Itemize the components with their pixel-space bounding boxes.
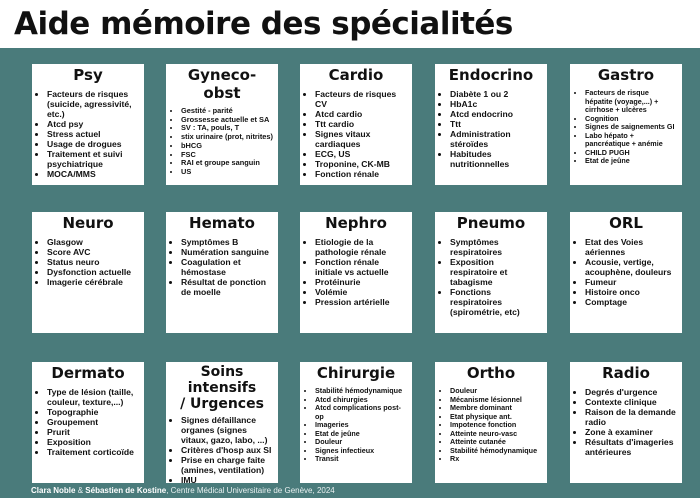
card-soins-intensifs	[166, 362, 278, 483]
card-item: • Transit	[315, 455, 408, 464]
card-item: • Fonction rénale initiale vs actuelle	[315, 257, 408, 277]
card-item: • Degrés d'urgence	[585, 387, 678, 397]
card-pneumo	[435, 212, 547, 333]
card-item: • Atteinte cutanée	[450, 438, 543, 447]
card-item-list	[36, 89, 140, 179]
card-item: • Glasgow	[47, 237, 140, 247]
card-title: Cardio	[328, 66, 384, 84]
card-item: • Stress actuel	[47, 129, 140, 139]
card-item: • Critères d'hosp aux SI	[181, 445, 274, 455]
card-item: • Ttt	[450, 119, 543, 129]
card-psy	[32, 64, 144, 185]
card-item: • Prise en charge faite (amines, ventilation)	[181, 455, 274, 475]
card-title	[170, 364, 274, 412]
card-item: • Gestité - parité	[181, 107, 274, 116]
card-item-list	[170, 107, 274, 177]
card-item: • Exposition respiratoire et tabagisme	[450, 257, 543, 287]
card-item: • stix urinaire (prot, nitrites)	[181, 133, 274, 142]
card-item: • ECG, US	[315, 149, 408, 159]
card-item: • Etat de jeûne	[585, 157, 678, 166]
card-item: • Impotence fonction	[450, 421, 543, 430]
card-item-list	[439, 89, 543, 169]
card-item: • Comptage	[585, 297, 678, 307]
card-dermato	[32, 362, 144, 483]
card-cardio	[300, 64, 412, 185]
footer-author-b: Sébastien de Kostine	[85, 486, 167, 495]
header	[0, 0, 700, 48]
card-item: • Rx	[450, 455, 543, 464]
card-item: • Atteinte neuro-vasc	[450, 430, 543, 439]
card-neuro	[32, 212, 144, 333]
card-item: • Atcd endocrino	[450, 109, 543, 119]
card-item: • Stabilité hémodynamique	[450, 447, 543, 456]
card-chirurgie	[300, 362, 412, 483]
card-item: • Topographie	[47, 407, 140, 417]
card-item: • Signes infectieux	[315, 447, 408, 456]
card-item: • Douleur	[450, 387, 543, 396]
card-item: • Prurit	[47, 427, 140, 437]
card-item: • Facteurs de risque hépatite (voyage,...) + cirrhose + ulcères	[585, 89, 678, 115]
card-item: • Résultats d'imageries antérieures	[585, 437, 678, 457]
card-item: • Membre dominant	[450, 404, 543, 413]
card-title: Ortho	[466, 364, 516, 382]
card-item: • Etat physique ant.	[450, 413, 543, 422]
card-item-list	[574, 237, 678, 307]
footer-amp: &	[77, 486, 84, 495]
card-item-list	[36, 237, 140, 287]
card-title: Hemato	[189, 214, 255, 232]
card-item: • Atcd chirurgies	[315, 396, 408, 405]
card-item: • Exposition	[47, 437, 140, 447]
footer-credits	[31, 486, 335, 495]
card-item: • Symptômes respiratoires	[450, 237, 543, 257]
card-item: • Usage de drogues	[47, 139, 140, 149]
card-item: • Zone à examiner	[585, 427, 678, 437]
card-item: • MOCA/MMS	[47, 169, 140, 179]
card-title: ORL	[609, 214, 643, 232]
card-item: • Atcd psy	[47, 119, 140, 129]
card-item: • Coagulation et hémostase	[181, 257, 274, 277]
card-item-list	[170, 237, 274, 297]
card-item: • Signes défaillance organes (signes vitaux, gazo, labo, ...)	[181, 415, 274, 445]
card-item: • Raison de la demande radio	[585, 407, 678, 427]
card-item-list	[439, 387, 543, 464]
card-item: • Atcd complications post-op	[315, 404, 408, 421]
card-gyneco	[166, 64, 278, 185]
card-title: Pneumo	[456, 214, 526, 232]
card-orl	[570, 212, 682, 333]
card-item: • Ttt cardio	[315, 119, 408, 129]
card-item: • Groupement	[47, 417, 140, 427]
card-hemato	[166, 212, 278, 333]
card-item: • Acousie, vertige, acouphène, douleurs	[585, 257, 678, 277]
card-item: • Atcd cardio	[315, 109, 408, 119]
card-item: • Signes vitaux cardiaques	[315, 129, 408, 149]
card-item-list	[170, 415, 274, 483]
card-item: • bHCG	[181, 142, 274, 151]
card-item-list	[574, 387, 678, 457]
card-item: • Labo hépato + pancréatique + anémie	[585, 132, 678, 149]
card-item: • Administration stéroïdes	[450, 129, 543, 149]
card-item: • Diabète 1 ou 2	[450, 89, 543, 99]
card-endocrino	[435, 64, 547, 185]
card-item-list	[574, 89, 678, 166]
card-title: Neuro	[62, 214, 114, 232]
card-item: • Type de lésion (taille, couleur, texture,...)	[47, 387, 140, 407]
card-item: • Contexte clinique	[585, 397, 678, 407]
card-radio	[570, 362, 682, 483]
card-item: • Etat des Voies aériennes	[585, 237, 678, 257]
card-item: • Résultat de ponction de moelle	[181, 277, 274, 297]
card-item: • Status neuro	[47, 257, 140, 267]
card-item: • Dysfonction actuelle	[47, 267, 140, 277]
card-item-list	[304, 89, 408, 179]
card-item: • Mécanisme lésionnel	[450, 396, 543, 405]
card-title-line: / Urgences	[180, 396, 264, 412]
card-item: • Fonction rénale	[315, 169, 408, 179]
card-item: • Signes de saignements GI	[585, 123, 678, 132]
card-item: • Numération sanguine	[181, 247, 274, 257]
card-item: • Troponine, CK-MB	[315, 159, 408, 169]
card-item: • Fumeur	[585, 277, 678, 287]
card-title-line: Soins intensifs	[187, 364, 257, 396]
card-item: • Etiologie de la pathologie rénale	[315, 237, 408, 257]
card-item: • Douleur	[315, 438, 408, 447]
card-item-list	[304, 237, 408, 307]
card-title: Gyneco-obst	[187, 66, 257, 102]
card-item: • Cognition	[585, 115, 678, 124]
card-item: • Grossesse actuelle et SA	[181, 116, 274, 125]
card-item: • Imageries	[315, 421, 408, 430]
card-item: • Facteurs de risques CV	[315, 89, 408, 109]
card-title: Gastro	[597, 66, 655, 84]
card-title: Endocrino	[448, 66, 534, 84]
card-item: • Protéinurie	[315, 277, 408, 287]
card-item: • Volémie	[315, 287, 408, 297]
card-item-list	[304, 387, 408, 464]
card-item: • CHILD PUGH	[585, 149, 678, 158]
card-title: Chirurgie	[316, 364, 396, 382]
card-gastro	[570, 64, 682, 185]
card-item-list	[439, 237, 543, 317]
card-item: • Traitement corticoïde	[47, 447, 140, 457]
page-title: Aide mémoire des spécialités	[14, 6, 513, 42]
card-title: Dermato	[51, 364, 125, 382]
card-title: Psy	[73, 66, 103, 84]
card-item: • US	[181, 168, 274, 177]
card-item: • FSC	[181, 151, 274, 160]
card-ortho	[435, 362, 547, 483]
card-item: • SV : TA, pouls, T	[181, 124, 274, 133]
card-item: • Habitudes nutritionnelles	[450, 149, 543, 169]
card-title: Nephro	[325, 214, 387, 232]
card-nephro	[300, 212, 412, 333]
card-item: • HbA1c	[450, 99, 543, 109]
card-title: Radio	[602, 364, 650, 382]
card-item: • RAI et groupe sanguin	[181, 159, 274, 168]
card-item: • Stabilité hémodynamique	[315, 387, 408, 396]
card-item: • Symptômes B	[181, 237, 274, 247]
footer-author-a: Clara Noble	[31, 486, 76, 495]
card-item: • IMU	[181, 475, 274, 483]
card-item: • Traitement et suivi psychiatrique	[47, 149, 140, 169]
card-item-list	[36, 387, 140, 457]
card-item: • Imagerie cérébrale	[47, 277, 140, 287]
card-item: • Facteurs de risques (suicide, agressivité, etc.)	[47, 89, 140, 119]
card-item: • Pression artérielle	[315, 297, 408, 307]
card-item: • Fonctions respiratoires (spirométrie, etc)	[450, 287, 543, 317]
card-item: • Score AVC	[47, 247, 140, 257]
card-item: • Etat de jeûne	[315, 430, 408, 439]
footer-institution: , Centre Médical Universitaire de Genève, 2024	[166, 486, 335, 495]
card-item: • Histoire onco	[585, 287, 678, 297]
